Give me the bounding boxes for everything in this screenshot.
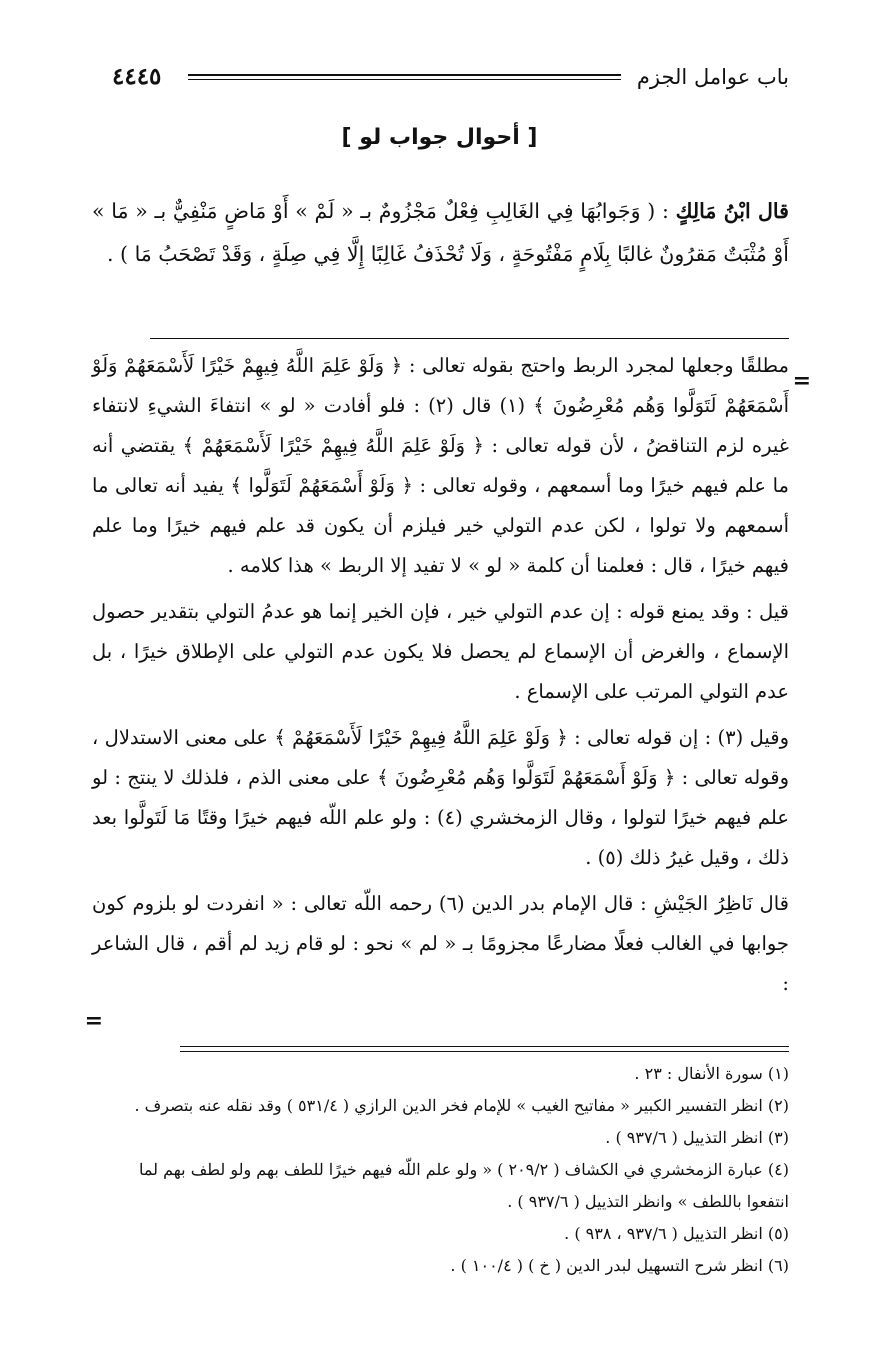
- footnote: (٥) انظر التذييل ( ٩٣٧/٦ ، ٩٣٨ ) .: [564, 1224, 789, 1243]
- footnote: (١) سورة الأنفال : ٢٣ .: [634, 1064, 789, 1083]
- footnote: (٢) انظر التفسير الكبير « مفاتيح الغيب » للإمام فخر الدين الرازي ( ٥٣١/٤ ) وقد نقله عنه بتصرف .: [134, 1096, 789, 1115]
- header-rule-thin: [188, 79, 621, 80]
- running-header: [112, 62, 789, 94]
- footnote: (٦) انظر شرح التسهيل لبدر الدين ( خ ) ( ١٠٠/٤ ) .: [450, 1256, 789, 1275]
- section-title: [ أحوال جواب لو ]: [341, 125, 538, 150]
- footnote-separator: [180, 1046, 789, 1047]
- page-number: ٤٤٤٥: [112, 63, 162, 90]
- matn-text: [92, 190, 789, 276]
- matn-separator: [150, 338, 789, 339]
- paragraph: قيل : وقد يمنع قوله : إن عدم التولي خير ، فإن الخير إنما هو عدمُ التولي بتقدير حصول الإسماع ، والغرض أن الإسماع لم يحصل فلا يكون عدم التولي على الإطلاق خيرًا ، بل عدم التولي المرتب على الإسماع .: [92, 600, 789, 703]
- commentary: [92, 346, 789, 1010]
- footnote: (٤) عبارة الزمخشري في الكشاف ( ٢٠٩/٢ ) « ولو علم اللّه فيهم خيرًا للطف بهم ولو لطف بهم لما انتفعوا باللطف » وانظر التذييل ( ٩٣٧/٦ ) .: [139, 1160, 789, 1211]
- matn-author: قال ابْنُ مَالِكٍ: [675, 199, 789, 223]
- footnote: (٣) انظر التذييل ( ٩٣٧/٦ ) .: [605, 1128, 789, 1147]
- paragraph: قال نَاظِرُ الجَيْشِ : قال الإمام بدر الدين (٦) رحمه اللّه تعالى : « انفردت لو بلزوم كون جوابها في الغالب فعلًا مضارعًا مجزومًا بـ « لم » نحو : لو قام زيد لم أقم ، قال الشاعر :: [92, 892, 789, 995]
- matn-body: : ( وَجَوابُهَا فِي الغَالِبِ فِعْلٌ مَجْزُومٌ بـ « لَمْ » أَوْ مَاضٍ مَنْفِيٌّ بـ « مَا » أَوْ مُثْبَتٌ مَقرُونٌ غالبًا بِلَامٍ مَفْتُوحَةٍ ، وَلَا تُحْذَفُ غَالِبًا إِلَّا فِي صِلَةٍ ، وَقَدْ تَصْحَبُ مَا ) .: [92, 199, 789, 266]
- continuation-mark-top: =: [792, 368, 811, 394]
- paragraph: وقيل (٣) : إن قوله تعالى : ﴿ وَلَوْ عَلِمَ اللَّهُ فِيهِمْ خَيْرًا لَأَسْمَعَهُمْ ﴾ على معنى الاستدلال ، وقوله تعالى : ﴿ وَلَوْ أَسْمَعَهُمْ لَتَوَلَّوا وَهُم مُعْرِضُونَ ﴾ على معنى الذم ، فلذلك لا ينتج : لو علم فيهم خيرًا لتولوا ، وقال الزمخشري (٤) : ولو علم اللّه فيهم خيرًا وقتًا مَا لَتَولَّوا بعد ذلك ، وقيل غيرُ ذلك (٥) .: [92, 726, 789, 869]
- footnotes: [92, 1058, 789, 1282]
- header-rule: [188, 74, 621, 76]
- footnote-separator-thin: [180, 1051, 789, 1052]
- paragraph: مطلقًا وجعلها لمجرد الربط واحتج بقوله تعالى : ﴿ وَلَوْ عَلِمَ اللَّهُ فِيهِمْ خَيْرًا لَأَسْمَعَهُمْ وَلَوْ أَسْمَعَهُمْ لَتَوَلَّوا وَهُم مُعْرِضُونَ ﴾ (١) قال (٢) : فلو أفادت « لو » انتفاءَ الشيءِ لانتفاء غيره لزم التناقضُ ، لأن قوله تعالى : ﴿ وَلَوْ عَلِمَ اللَّهُ فِيهِمْ خَيْرًا لَأَسْمَعَهُمْ ﴾ يقتضي أنه ما علم فيهم خيرًا وما أسمعهم ، وقوله تعالى : ﴿ وَلَوْ أَسْمَعَهُمْ لَتَوَلَّوا ﴾ يفيد أنه تعالى ما أسمعهم ولا تولوا ، لكن عدم التولي خير فيلزم أن يكون قد علم فيهم خيرًا وما علم فيهم خيرًا ، قال : فعلمنا أن كلمة « لو » لا تفيد إلا الربط » هذا كلامه .: [92, 354, 789, 577]
- continuation-mark-bottom: =: [84, 1008, 103, 1034]
- chapter-title: باب عوامل الجزم: [636, 65, 789, 89]
